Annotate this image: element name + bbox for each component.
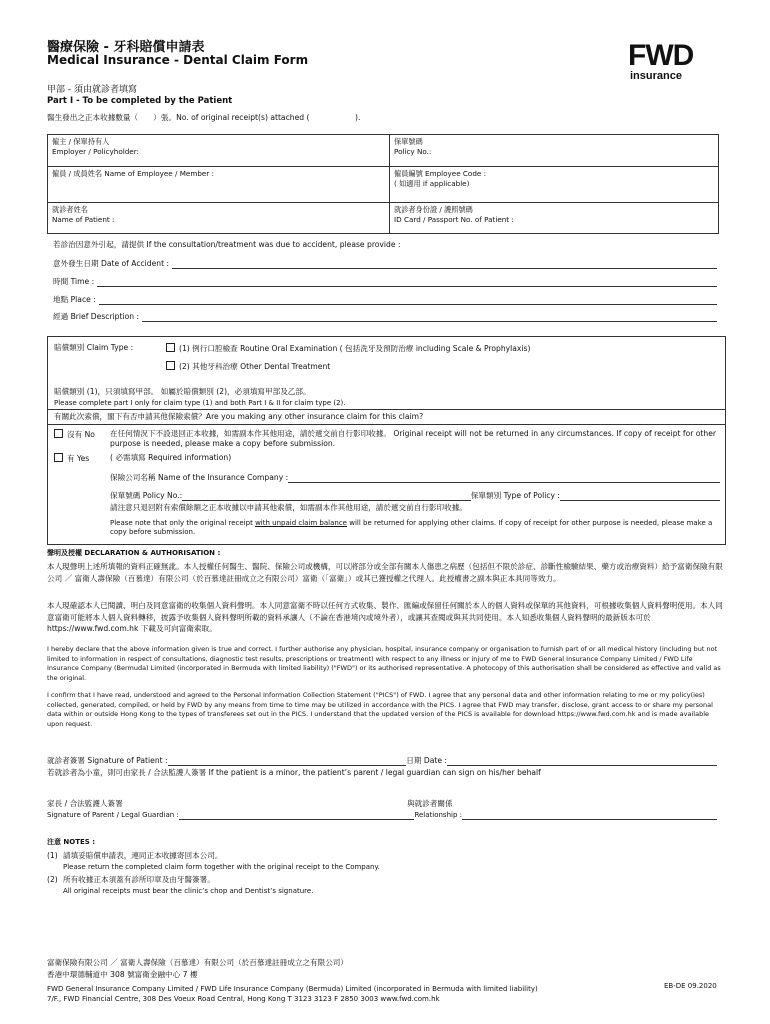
footer-address-zh: 香港中環德輔道中 308 號富衛金融中心 7 樓 <box>47 970 198 979</box>
patient-name-field[interactable]: 就診者姓名 Name of Patient : <box>48 203 390 233</box>
other-policy-type-label: 保單類別 Type of Policy : <box>470 491 560 500</box>
accident-place-row <box>53 295 717 305</box>
accident-date-label: 意外發生日期 Date of Accident : <box>53 259 170 268</box>
notes-heading: 注意 NOTES : <box>47 838 96 846</box>
guardian-signature-input[interactable] <box>179 811 415 820</box>
declaration-en-1: I hereby declare that the above information given is true and correct. I further authorise any physician, hospital, insurance company or organisation to furnish part of or all medical history (including but not limited to information in respect of consultations, diagnostic test results, prescriptions or treatment) with respect to any illness or injury of me to FWD General Insurance Company Limited / FWD Life Insurance Company (Bermuda) Limited (incorporated in Bermuda with limited liability) ("FWD") or its authorised representative. A photocopy of this authorisation shall be considered as effective and valid as the original. <box>47 645 721 682</box>
other-claim-question: 有關此次索償，閣下有否申請其他保險索償？Are you making any other insurance claim for this claim? <box>54 412 424 421</box>
guardian-signature-label: Signature of Parent / Legal Guardian : <box>47 811 179 819</box>
form-code: EB-DE 09.2020 <box>664 982 717 990</box>
return-note-part1: Please note that only the original receipt <box>110 519 256 527</box>
claim-type-note-en: Please complete part I only for claim type (1) and both Part I & II for claim type (2). <box>54 399 346 407</box>
other-claim-no[interactable] <box>54 429 95 440</box>
patient-signature-input[interactable] <box>168 756 407 766</box>
guardian-signature-zh: 家長 / 合法監護人簽署 <box>47 799 123 808</box>
claim-type-2-label: (2) 其他牙科治療 Other Dental Treatment <box>179 362 331 371</box>
logo-sub: insurance <box>630 70 682 82</box>
accident-date-input[interactable] <box>172 259 717 269</box>
note-1-num: (1) <box>47 851 58 860</box>
patient-id-field[interactable]: 就診者身份證 / 護照號碼 ID Card / Passport No. of Patient : <box>394 205 514 224</box>
claim-type-option-2[interactable] <box>166 361 330 372</box>
accident-place-input[interactable] <box>99 295 717 305</box>
other-claim-no-checkbox[interactable] <box>54 429 63 438</box>
other-claim-yes-text: ( 必需填寫 Required information) <box>110 453 232 462</box>
note-2-zh: 所有收據正本須蓋有診所印章及由牙醫簽署。 <box>63 875 215 884</box>
accident-desc-row <box>53 312 717 322</box>
relationship-label: Relationship : <box>414 811 462 819</box>
employer-field[interactable]: 僱主 / 保單持有人 Employer / Policyholder: <box>48 135 390 167</box>
claim-type-note-zh: 賠償類別 (1)，只須填寫甲部。 如屬於賠償類別 (2)，必須填寫甲部及乙部。 <box>54 387 311 396</box>
employee-code-field[interactable]: 僱員編號 Employee Code : ( 如適用 if applicable) <box>390 167 719 203</box>
accident-time-input[interactable] <box>97 277 717 287</box>
declaration-zh-1: 本人現聲明上述所填報的資料正確無訛。本人授權任何醫生、醫院、保險公司或機構，可以將部分或全部有關本人傷患之病歷（包括但不限於診症、診斷性檢驗結果、藥方或治療資料）給予富衛保險有限公司 ／ 富衛人壽保險（百慕達）有限公司（於百慕達註冊成立之有限公司）富衛（「富衛」）或其已獲授權之代理人。此授權書之副本與正本具同等效力。 <box>47 562 723 583</box>
accident-intro: 若診治因意外引起，請提供 If the consultation/treatment was due to accident, please provide : <box>53 240 401 249</box>
insurance-company-row <box>110 473 720 483</box>
other-policy-type-input[interactable] <box>560 491 720 501</box>
accident-date-row <box>53 259 717 269</box>
guardian-signature-row <box>47 811 717 820</box>
signature-date-label: 日期 Date : <box>406 756 447 765</box>
patient-signature-label: 就診者簽署 Signature of Patient : <box>47 756 168 765</box>
note-1-zh: 請填妥賠償申請表，連同正本收據寄回本公司。 <box>63 851 223 860</box>
policy-no-field[interactable]: 保單號碼 Policy No.: <box>390 135 719 167</box>
form-title-zh: 醫療保險 - 牙科賠償申請表 <box>47 40 205 55</box>
relationship-input[interactable] <box>462 811 717 820</box>
accident-place-label: 地點 Place : <box>53 295 96 304</box>
employee-name-field[interactable]: 僱員 / 成員姓名 Name of Employee / Member : <box>48 167 390 203</box>
return-note-underlined: with unpaid claim balance <box>255 519 347 527</box>
return-note-part2: will be returned for applying other claims. If copy of receipt for other purpose is needed, please make a copy before submission. <box>110 519 713 536</box>
declaration-heading: 聲明及授權 DECLARATION & AUTHORISATION : <box>47 549 221 557</box>
claim-type-option-1[interactable] <box>166 343 530 354</box>
logo-text: FWD <box>628 39 694 72</box>
claim-type-box <box>47 336 726 545</box>
declaration-zh-2: 本人現確認本人已閱讀、明白及同意富衛的收集個人資料聲明。本人同意富衛不時以任何方式收集、製作、匯編或保留任何關於本人的個人資料或保單的其他資料，可根據收集個人資料聲明使用。本人同意富衛可能將本人個人資料轉移，披露予收集個人資料聲明所載的資料承讓人（不論在香港境內或境外者），或讓其查閱或與其共同使用。本人知悉收集個人資料聲明的最新版本可於 https://www.fwd.com.hk 下載及可向富衛索取。 <box>47 601 723 633</box>
footer-company-zh: 富衛保險有限公司 ／ 富衛人壽保險（百慕達）有限公司（於百慕達註冊成立之有限公司） <box>47 958 348 967</box>
claim-type-2-checkbox[interactable] <box>166 361 175 370</box>
fwd-logo <box>628 39 718 82</box>
other-claim-yes-checkbox[interactable] <box>54 453 63 462</box>
return-receipt-note-zh: 請注意只退回附有索償餘額之正本收據以申請其他索償，如需副本作其他用途，請於遞交前自行影印收據。 <box>110 503 467 512</box>
minor-signature-note: 若就診者為小童，則可由家長 / 合法監護人簽署 If the patient is a minor, the patient’s parent / legal guardian can sign on his/her behalf <box>47 768 541 777</box>
note-1-en: Please return the completed claim form together with the original receipt to the Company. <box>63 863 380 871</box>
other-policy-row <box>110 491 720 501</box>
other-policy-no-input[interactable] <box>182 491 471 501</box>
patient-info-table <box>47 134 719 234</box>
other-policy-no-label: 保單號碼 Policy No.: <box>110 491 183 500</box>
signature-date-input[interactable] <box>447 756 717 766</box>
claim-type-label: 賠償類別 Claim Type : <box>54 343 134 352</box>
other-claim-yes-label: 有 Yes <box>67 454 90 463</box>
claim-type-1-checkbox[interactable] <box>166 343 175 352</box>
accident-desc-label: 經過 Brief Description : <box>53 312 140 321</box>
other-claim-no-label: 沒有 No <box>67 430 95 439</box>
accident-time-label: 時間 Time : <box>53 277 95 286</box>
relationship-zh: 與就診者關係 <box>407 799 453 808</box>
form-title-en: Medical Insurance - Dental Claim Form <box>47 53 309 67</box>
accident-time-row <box>53 277 717 287</box>
claim-type-1-label: (1) 例行口腔檢查 Routine Oral Examination ( 包括洗牙及預防治療 including Scale & Prophylaxis) <box>179 344 531 353</box>
note-2-en: All original receipts must bear the clinic’s chop and Dentist’s signature. <box>63 887 314 895</box>
footer-address-en: 7/F., FWD Financial Centre, 308 Des Voeux Road Central, Hong Kong T 3123 3123 F 2850 3003 www.fwd.com.hk <box>47 995 440 1003</box>
declaration-en-2: I confirm that I have read, understood and agreed to the Personal Information Collection Statement ("PICS") of FWD. I agree that any personal data and other information relating to me or my policy(ies) collected, generated, compiled, or held by FWD by any means from time to time may be utilized in accordance with the PICS. I agree that FWD may transfer, disclose, grant access to or share my personal data within or outside Hong Kong to the types of transferees set out in the PICS. I understand that the updated version of the PICS is available for download https://www.fwd.com.hk and is made available upon request. <box>47 691 713 728</box>
return-receipt-note-en <box>110 519 720 537</box>
patient-signature-row <box>47 756 717 766</box>
receipts-count-line: 醫生發出之正本收據數量（ ）張。No. of original receipt(s) attached ( ). <box>47 113 361 122</box>
part1-heading-zh: 甲部 - 須由就診者填寫 <box>47 85 137 95</box>
note-2-num: (2) <box>47 875 58 884</box>
accident-desc-input[interactable] <box>142 312 717 322</box>
insurance-company-input[interactable] <box>288 473 720 483</box>
other-claim-yes[interactable] <box>54 453 89 464</box>
other-claim-no-text: 在任何情況下不設退回正本收據，如需副本作其他用途，請於遞交前自行影印收據。 Original receipt will not be returned in any circumstances. If copy of receipt for other purpose is needed, please make a copy before submission. <box>110 429 716 448</box>
part1-heading-en: Part I - To be completed by the Patient <box>47 96 233 106</box>
footer-company-en: FWD General Insurance Company Limited / FWD Life Insurance Company (Bermuda) Limited (incorporated in Bermuda with limited liability) <box>47 985 538 993</box>
insurance-company-label: 保險公司名稱 Name of the Insurance Company : <box>110 473 289 482</box>
